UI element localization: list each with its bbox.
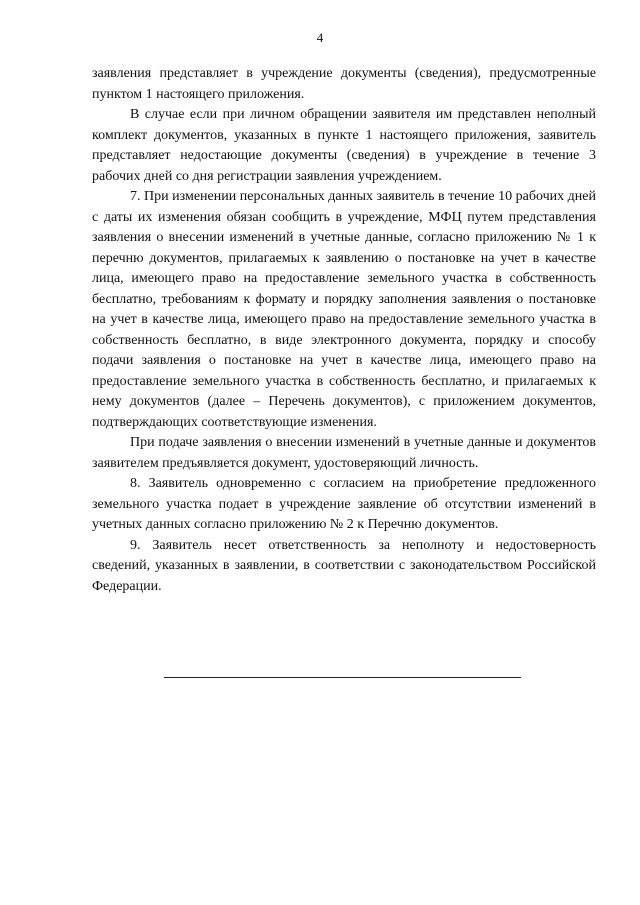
paragraph-item-9: 9. Заявитель несет ответственность за неполноту и недостоверность сведений, указанных в заявлении, в соответствии с законодательством Российской Федерации.	[92, 537, 596, 594]
paragraph-identity-document: При подаче заявления о внесении изменений в учетные данные и документов заявителем предъявляется документ, удостоверяющий личность.	[92, 435, 596, 471]
paragraph-item-7: 7. При изменении персональных данных заявитель в течение 10 рабочих дней с даты их изменения обязан сообщить в учреждение, МФЦ путем представления заявления о внесении изменений в учетные данные, согласно приложению № 1 к перечню документов, прилагаемых к заявлению о постановке на учет в качестве лица, имеющего право на предоставление земельного участка в собственность бесплатно, требованиям к формату и порядку заполнения заявления о постановке на учет в качестве лица, имеющего право на предоставление земельного участка в собственность бесплатно, в виде электронного документа, порядку и способу подачи заявления о постановке на учет в качестве лица, имеющего право на предоставление земельного участка в собственность бесплатно, и прилагаемых к нему документов (далее – Перечень документов), с приложением документов, подтверждающих соответствующие изменения.	[92, 189, 596, 430]
body-text	[92, 64, 596, 597]
end-separator-line	[164, 677, 521, 678]
paragraph-continuation: заявления представляет в учреждение документы (сведения), предусмотренные пунктом 1 настоящего приложения.	[92, 66, 596, 102]
paragraph-incomplete-documents: В случае если при личном обращении заявителя им представлен неполный комплект документов, указанных в пункте 1 настоящего приложения, заявитель представляет недостающие документы (сведения) в учреждение в течение 3 рабочих дней со дня регистрации заявления учреждением.	[92, 107, 596, 184]
paragraph-item-8: 8. Заявитель одновременно с согласием на приобретение предложенного земельного участка подает в учреждение заявление об отсутствии изменений в учетных данных согласно приложению № 2 к Перечню документов.	[92, 476, 596, 532]
page-number: 4	[316, 30, 324, 45]
